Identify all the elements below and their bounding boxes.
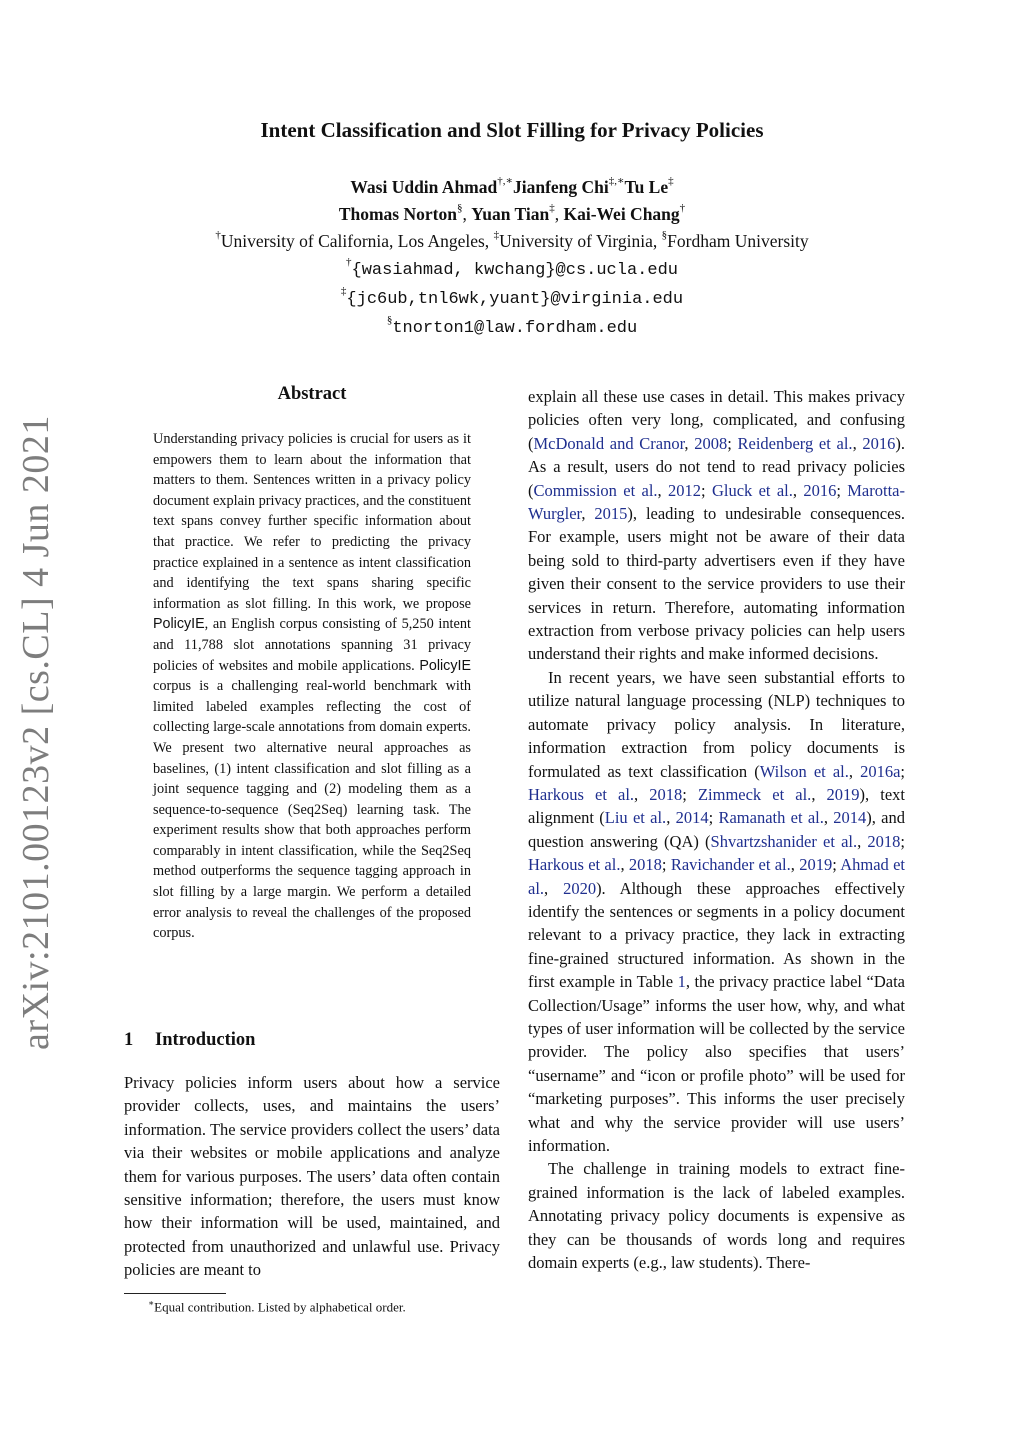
affiliation-mark: † — [215, 229, 221, 242]
paragraph — [528, 666, 905, 1158]
abstract-part: corpus is a challenging real-world benchmark with limited labeled examples reflecting the cost of collecting large-scale annotations from domain experts. We present two alternative neural approaches as baselines, (1) intent classification and slot filling as a joint sequence tagging and (2) modeling them as a sequence-to-sequence (Seq2Seq) learning task. The experiment results show that both approaches perform comparably in intent classification, while the Seq2Seq method outperforms the sequence tagging approach in slot filling by a large margin. We perform a detailed error analysis to reveal the challenges of the proposed corpus. — [153, 678, 471, 942]
affiliations — [0, 228, 1024, 255]
corpus-name: PolicyIE — [419, 657, 471, 674]
email: tnorton1@law.fordham.edu — [392, 319, 638, 338]
author-name: Thomas Norton — [338, 204, 457, 224]
section-title: Introduction — [155, 1030, 256, 1050]
citation-link[interactable]: 2015 — [594, 504, 628, 524]
text-run: ), text alignment ( — [528, 784, 905, 828]
text-run: ; — [900, 831, 906, 851]
abstract-heading: Abstract — [277, 384, 347, 404]
paragraph-continuation — [528, 385, 905, 666]
table-reference-link[interactable]: 1 — [677, 972, 686, 992]
text-run: ; — [832, 855, 841, 875]
author-mark: ‡,∗ — [608, 175, 625, 188]
author-line-1 — [0, 174, 1024, 201]
citation-link[interactable]: 2016 — [862, 433, 896, 453]
email-mark: ‡ — [340, 285, 347, 298]
citation-link[interactable]: Ramanath et al. — [718, 808, 824, 828]
text-run: , — [823, 808, 834, 828]
citation-link[interactable]: Wilson et al. — [759, 761, 849, 781]
text-run: , — [848, 761, 861, 781]
text-run: ; — [708, 808, 719, 828]
citation-link[interactable]: Shvartzshanider et al. — [710, 831, 858, 851]
citation-link[interactable]: 2008 — [694, 433, 728, 453]
abstract-part: Understanding privacy policies is crucial for users as it empowers them to learn about the information that matters to them. Sentences written in a privacy policy document explain privacy practices, and the constituent text spans convey further specific information about that practice. We refer to predicting the privacy practice explained in a sentence as intent classification and identifying the text spans sharing specific information as slot filling. In this work, we propose — [153, 431, 471, 612]
text-run: explain all these use cases in detail. This makes privacy policies often very long, complicated, and confusing ( — [528, 387, 905, 453]
text-run: , — [620, 855, 629, 875]
citation-link[interactable]: 2018 — [867, 831, 901, 851]
author-name: Wasi Uddin Ahmad — [350, 177, 498, 197]
text-run: , — [666, 808, 676, 828]
text-run: , — [857, 831, 868, 851]
footnote — [148, 1298, 406, 1315]
citation-link[interactable]: Harkous et al. — [528, 855, 621, 875]
right-column — [528, 385, 905, 1274]
email-line — [0, 284, 1024, 313]
citation-link[interactable]: Commission et al. — [533, 480, 658, 500]
citation-link[interactable]: Ahmad et al. — [528, 855, 905, 898]
paper-title: Intent Classification and Slot Filling for Privacy Policies — [260, 118, 764, 142]
citation-link[interactable]: 2014 — [833, 808, 867, 828]
text-run: , — [634, 784, 650, 804]
author-mark: † — [679, 202, 686, 215]
affiliation: University of Virginia, — [499, 231, 662, 251]
text-run: ; — [836, 480, 848, 500]
text-run: , — [790, 855, 800, 875]
citation-link[interactable]: 2019 — [826, 784, 860, 804]
text-run: ). Although these approaches effectively identify the sentences or segments in a policy document relevant to a privacy practice, they lack in extracting fine-grained structured information. As shown in the first example in Table — [528, 878, 905, 992]
citation-link[interactable]: 2016a — [860, 761, 901, 781]
citation-link[interactable]: Gluck et al. — [711, 480, 793, 500]
text-run: ; — [661, 855, 671, 875]
author-mark: ‡ — [549, 202, 555, 215]
citation-link[interactable]: 2018 — [628, 855, 662, 875]
text-run: , — [657, 480, 669, 500]
text-run: , — [811, 784, 827, 804]
citation-link[interactable]: Zimmeck et al. — [697, 784, 812, 804]
affiliation: Fordham University — [667, 231, 809, 251]
affiliation: University of California, Los Angeles, — [220, 231, 494, 251]
author-name: Jianfeng Chi — [512, 177, 609, 197]
text-run: , — [684, 433, 695, 453]
footnote-rule — [124, 1293, 226, 1294]
author-mark: ‡ — [668, 175, 674, 188]
author-name: Kai-Wei Chang — [563, 204, 680, 224]
email-line — [0, 313, 1024, 342]
text-run: ), leading to undesirable consequences. For example, users might not be aware of their data being sold to third-party advertisers even if they have given their consent to the service providers to use their services in return. Therefore, automating information extraction from verbose privacy policies can help users understand their rights and make informed decisions. — [528, 504, 905, 664]
intro-paragraph: Privacy policies inform users about how a service provider collects, uses, and maintains the users’ information. The service providers collect the users’ data via their websites or mobile applications and analyze them for various purposes. The users’ data often contain sensitive information; therefore, the users must know how their information will be used, maintained, and protected from unauthorized and unlawful use. Privacy policies are meant to — [124, 1073, 500, 1280]
citation-link[interactable]: 2018 — [649, 784, 683, 804]
author-block — [0, 174, 1024, 342]
citation-link[interactable]: 2014 — [675, 808, 709, 828]
author-mark: § — [456, 202, 463, 215]
email: {wasiahmad, kwchang}@cs.ucla.edu — [351, 261, 678, 280]
paragraph: The challenge in training models to extract fine-grained information is the lack of labeled examples. Annotating privacy policy documents is expensive as they can be thousands of words long and requires domain experts (e.g., law students). There- — [528, 1159, 905, 1273]
footnote-text: Equal contribution. Listed by alphabetical order. — [154, 1299, 406, 1315]
section-heading — [124, 1030, 255, 1051]
citation-link[interactable]: 2016 — [803, 480, 837, 500]
citation-link[interactable]: Ravichander et al. — [670, 855, 791, 875]
citation-link[interactable]: Harkous et al. — [528, 784, 635, 804]
text-run: ; — [900, 761, 905, 781]
text-run: ; — [701, 480, 712, 500]
citation-link[interactable]: McDonald and Cranor — [533, 433, 685, 453]
citation-link[interactable]: Reidenberg et al. — [737, 433, 853, 453]
corpus-name: PolicyIE — [153, 616, 205, 633]
arxiv-identifier: arXiv:2101.00123v2 [cs.CL] 4 Jun 2021 — [15, 415, 57, 1050]
citation-link[interactable]: 2019 — [799, 855, 833, 875]
author-mark: †,∗ — [497, 175, 513, 188]
affiliation-mark: § — [661, 229, 668, 242]
abstract-text — [153, 429, 471, 944]
email: {jc6ub,tnl6wk,yuant}@virginia.edu — [346, 290, 684, 309]
text-run: , — [792, 480, 804, 500]
section-number: 1 — [124, 1030, 134, 1050]
text-run: In recent years, we have seen substantial efforts to utilize natural language processing (NLP) techniques to automate privacy policy analysis. In literature, information extraction from policy documents is formulated as text classification ( — [528, 667, 905, 781]
citation-link[interactable]: 2020 — [563, 878, 597, 898]
text-run: , — [581, 504, 595, 524]
text-run: , the privacy practice label “Data Collection/Usage” informs the user how, why, and what types of user information will be collected by the service provider. The policy also specifies that users’ “username” and “icon or profile photo” will be used for “marketing purposes”. This informs the user precisely what and why the service provider will use users’ information. — [528, 972, 905, 1155]
author-name: Tu Le — [624, 177, 669, 197]
author-line-2: Thomas Norton§, Yuan Tian‡, Kai-Wei Chang† — [338, 202, 686, 224]
citation-link[interactable]: 2012 — [668, 480, 702, 500]
text-run: ; — [727, 433, 738, 453]
email-mark: § — [386, 314, 393, 327]
text-run: ), and question answering (QA) ( — [528, 808, 906, 851]
affiliation-mark: ‡ — [493, 229, 500, 242]
author-name: Yuan Tian — [471, 204, 550, 224]
citation-link[interactable]: Marotta-Wurgler — [528, 480, 905, 524]
abstract-part: , an English corpus consisting of 5,250 intent and 11,788 slot annotations spanning 31 privacy policies of websites and mobile applications. — [153, 616, 471, 674]
text-run: ). As a result, users do not tend to read privacy policies ( — [528, 433, 905, 500]
email-line — [0, 255, 1024, 284]
footnote-mark: ∗ — [148, 1298, 155, 1308]
text-run: ; — [682, 784, 698, 804]
text-run: , — [544, 878, 564, 898]
email-mark: † — [346, 256, 352, 269]
text-run: , — [852, 433, 863, 453]
citation-link[interactable]: Liu et al. — [604, 808, 667, 828]
